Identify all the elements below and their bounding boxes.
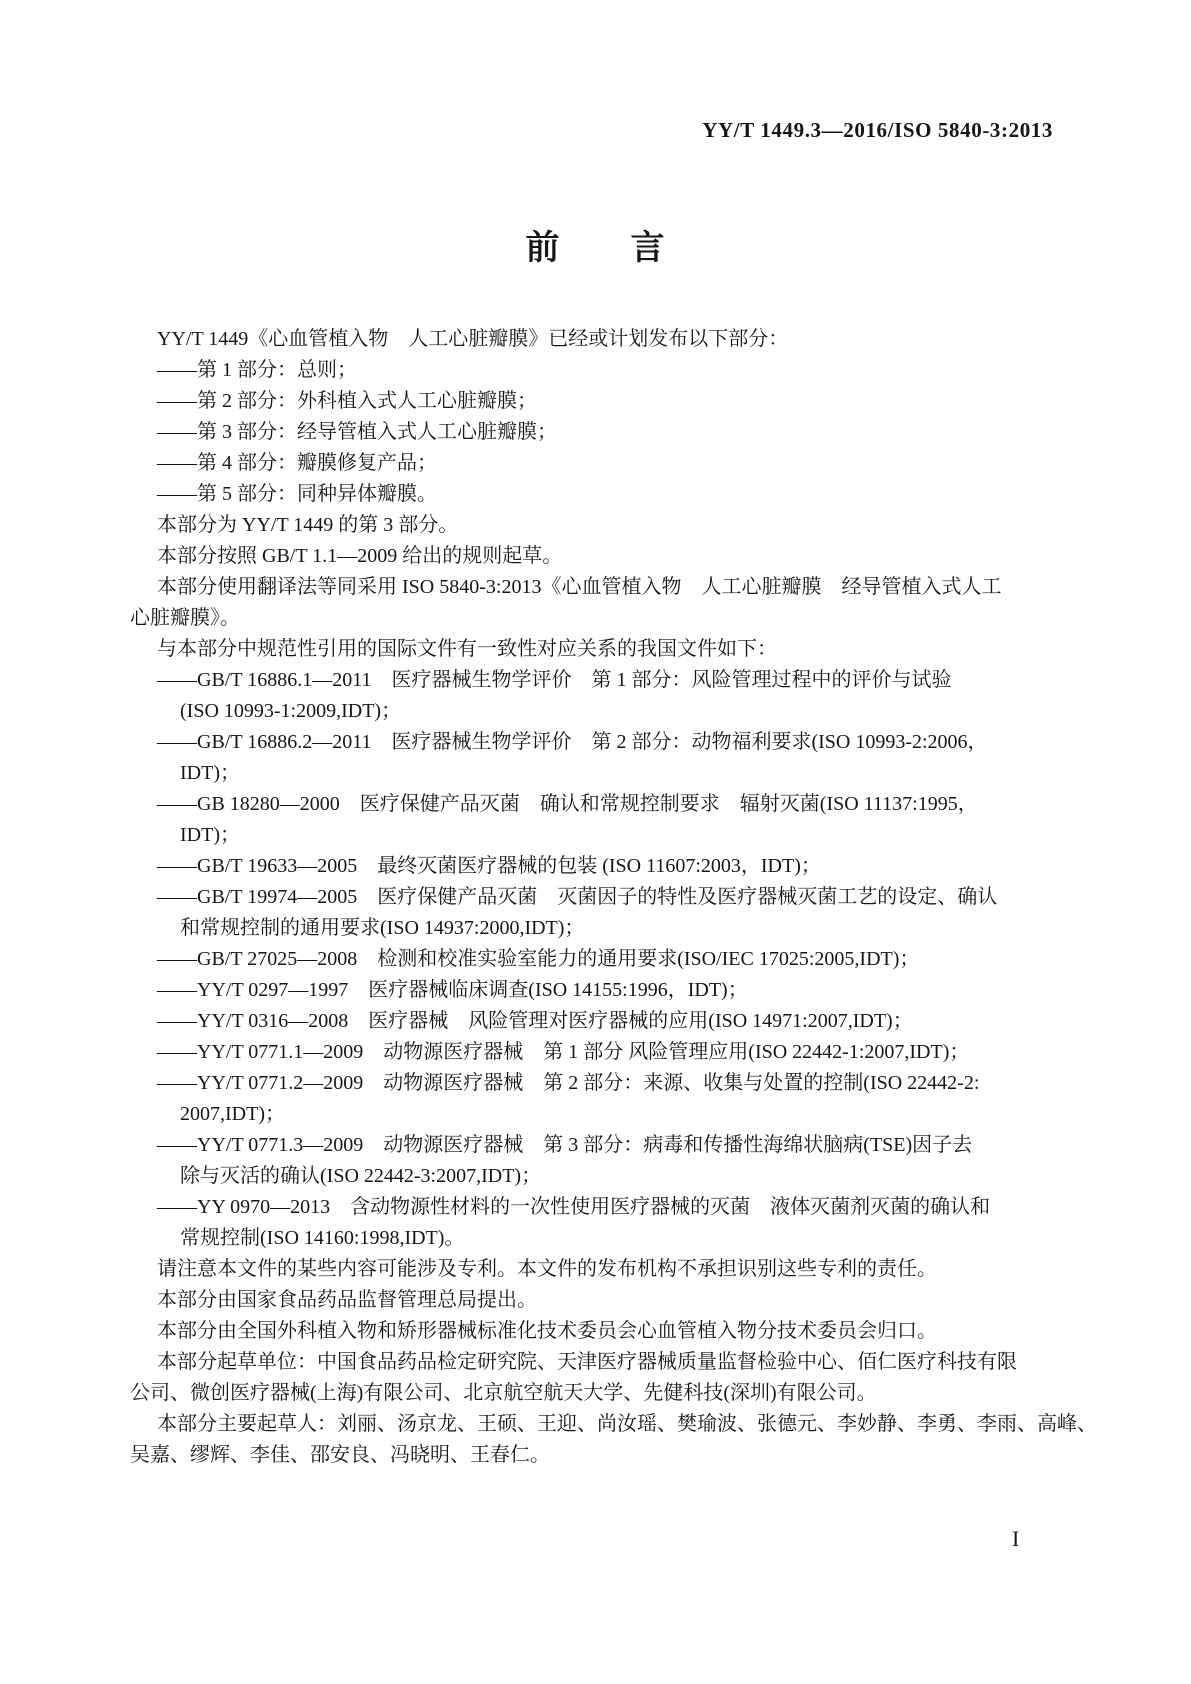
text-line: ——GB/T 16886.1—2011 医疗器械生物学评价 第 1 部分：风险管理过程中的评价与试验 xyxy=(157,669,952,691)
text-line: 和常规控制的通用要求(ISO 14937:2000,IDT)； xyxy=(180,917,585,939)
text-line: ——GB/T 19974—2005 医疗保健产品灭菌 灭菌因子的特性及医疗器械灭菌工艺的设定、确认 xyxy=(157,886,998,908)
text-line: 本部分起草单位：中国食品药品检定研究院、天津医疗器械质量监督检验中心、佰仁医疗科技有限 xyxy=(157,1351,1017,1373)
text-line: 本部分由国家食品药品监督管理总局提出。 xyxy=(157,1289,537,1311)
standard-code-header: YY/T 1449.3—2016/ISO 5840-3:2013 xyxy=(702,118,1053,142)
text-line: 2007,IDT)； xyxy=(180,1103,285,1125)
text-line: 除与灭活的确认(ISO 22442-3:2007,IDT)； xyxy=(180,1165,542,1187)
text-line: ——GB/T 19633—2005 最终灭菌医疗器械的包装 (ISO 11607:2003，IDT)； xyxy=(157,855,821,877)
text-line: ——GB 18280—2000 医疗保健产品灭菌 确认和常规控制要求 辐射灭菌(ISO 11137:1995， xyxy=(157,793,978,815)
text-line: ——YY/T 0771.2—2009 动物源医疗器械 第 2 部分：来源、收集与处置的控制(ISO 22442-2: xyxy=(157,1072,980,1094)
text-line: 公司、微创医疗器械(上海)有限公司、北京航空航天大学、先健科技(深圳)有限公司。 xyxy=(130,1382,877,1404)
text-line: 本部分为 YY/T 1449 的第 3 部分。 xyxy=(157,514,459,536)
text-line: 与本部分中规范性引用的国际文件有一致性对应关系的我国文件如下： xyxy=(157,638,777,660)
text-line: ——第 1 部分：总则； xyxy=(157,359,357,381)
text-line: ——第 3 部分：经导管植入式人工心脏瓣膜； xyxy=(157,421,557,443)
page-title: 前 言 xyxy=(525,229,666,267)
text-line: ——第 5 部分：同种异体瓣膜。 xyxy=(157,483,437,505)
text-line: ——第 4 部分：瓣膜修复产品； xyxy=(157,452,437,474)
foreword-body xyxy=(130,324,1097,1471)
text-line: ——GB/T 27025—2008 检测和校准实验室能力的通用要求(ISO/IEC 17025:2005,IDT)； xyxy=(157,948,920,970)
text-line: 本部分由全国外科植入物和矫形器械标准化技术委员会心血管植入物分技术委员会归口。 xyxy=(157,1320,937,1342)
text-line: ——YY/T 0316—2008 医疗器械 风险管理对医疗器械的应用(ISO 14971:2007,IDT)； xyxy=(157,1010,913,1032)
text-line: ——YY/T 0771.1—2009 动物源医疗器械 第 1 部分 风险管理应用(ISO 22442-1:2007,IDT)； xyxy=(157,1041,970,1063)
text-line: 本部分按照 GB/T 1.1—2009 给出的规则起草。 xyxy=(157,545,563,567)
text-line: 常规控制(ISO 14160:1998,IDT)。 xyxy=(180,1227,465,1249)
text-line: (ISO 10993-1:2009,IDT)； xyxy=(180,700,402,722)
text-line: ——YY/T 0297—1997 医疗器械临床调查(ISO 14155:1996，IDT)； xyxy=(157,979,748,1001)
text-line: IDT)； xyxy=(180,762,240,784)
text-line: ——第 2 部分：外科植入式人工心脏瓣膜； xyxy=(157,390,537,412)
text-line: IDT)； xyxy=(180,824,240,846)
text-line: ——GB/T 16886.2—2011 医疗器械生物学评价 第 2 部分：动物福利要求(ISO 10993-2:2006， xyxy=(157,731,988,753)
text-line: 本部分使用翻译法等同采用 ISO 5840-3:2013《心血管植入物 人工心脏瓣膜 经导管植入式人工 xyxy=(157,576,1002,598)
text-line: 吴嘉、缪辉、李佳、邵安良、冯晓明、王春仁。 xyxy=(130,1444,550,1466)
text-line: 心脏瓣膜》。 xyxy=(130,607,240,629)
text-line: ——YY/T 0771.3—2009 动物源医疗器械 第 3 部分：病毒和传播性海绵状脑病(TSE)因子去 xyxy=(157,1134,973,1156)
text-line: 本部分主要起草人：刘丽、汤京龙、王硕、王迎、尚汝瑶、樊瑜波、张德元、李妙静、李勇、李雨、高峰、 xyxy=(157,1413,1097,1435)
page-number: I xyxy=(1012,1526,1020,1551)
text-line: ——YY 0970—2013 含动物源性材料的一次性使用医疗器械的灭菌 液体灭菌剂灭菌的确认和 xyxy=(157,1196,991,1218)
text-line: YY/T 1449《心血管植入物 人工心脏瓣膜》已经或计划发布以下部分： xyxy=(157,328,789,350)
text-line: 请注意本文件的某些内容可能涉及专利。本文件的发布机构不承担识别这些专利的责任。 xyxy=(157,1258,937,1280)
